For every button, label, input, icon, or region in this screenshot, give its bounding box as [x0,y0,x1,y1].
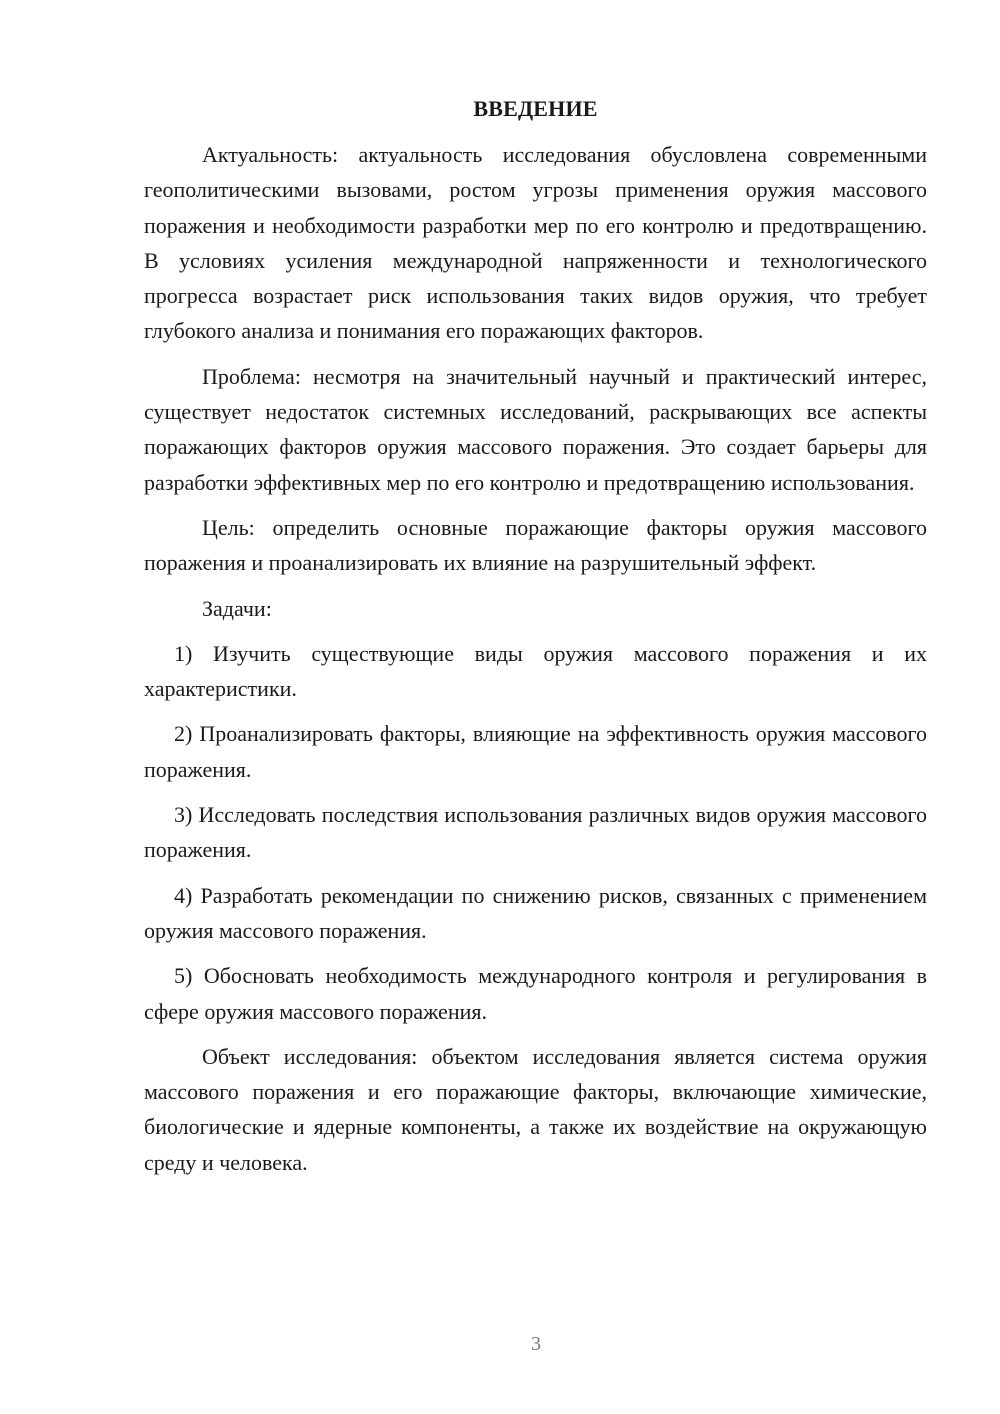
task-item-2: 2) Проанализировать факторы, влияющие на эффективность оружия массового поражения. [144,721,927,782]
paragraph-problem: Проблема: несмотря на значительный научный и практический интерес, существует недостаток системных исследований, раскрывающих все аспекты поражающих факторов оружия массового поражения. Это создает барьеры для разработки эффективных мер по его контролю и предотвращению использования. [144,363,927,495]
task-item-5: 5) Обосновать необходимость международного контроля и регулирования в сфере оружия массового поражения. [144,963,927,1024]
page-content [144,92,927,1180]
tasks-heading: Задачи: [202,595,272,621]
task-item-4: 4) Разработать рекомендации по снижению рисков, связанных с применением оружия массового поражения. [144,882,927,943]
task-item-1: 1) Изучить существующие виды оружия массового поражения и их характеристики. [144,640,927,702]
paragraph-goal: Цель: определить основные поражающие факторы оружия массового поражения и проанализировать их влияние на разрушительный эффект. [144,514,927,576]
task-item-3: 3) Исследовать последствия использования различных видов оружия массового поражения. [144,802,927,863]
page-number: 3 [531,1333,541,1355]
section-title: ВВЕДЕНИЕ [473,96,598,121]
paragraph-relevance: Актуальность: актуальность исследования обусловлена современными геополитическими вызовами, ростом угрозы применения оружия массового поражения и необходимости разработки мер по его контролю и предотвращению. В условиях усиления международной напряженности и технологического прогресса возрастает риск использования таких видов оружия, что требует глубокого анализа и понимания его поражающих факторов. [144,142,927,344]
paragraph-object: Объект исследования: объектом исследования является система оружия массового поражения и его поражающие факторы, включающие химические, биологические и ядерные компоненты, а также их воздействие на окружающую среду и человека. [144,1043,927,1175]
